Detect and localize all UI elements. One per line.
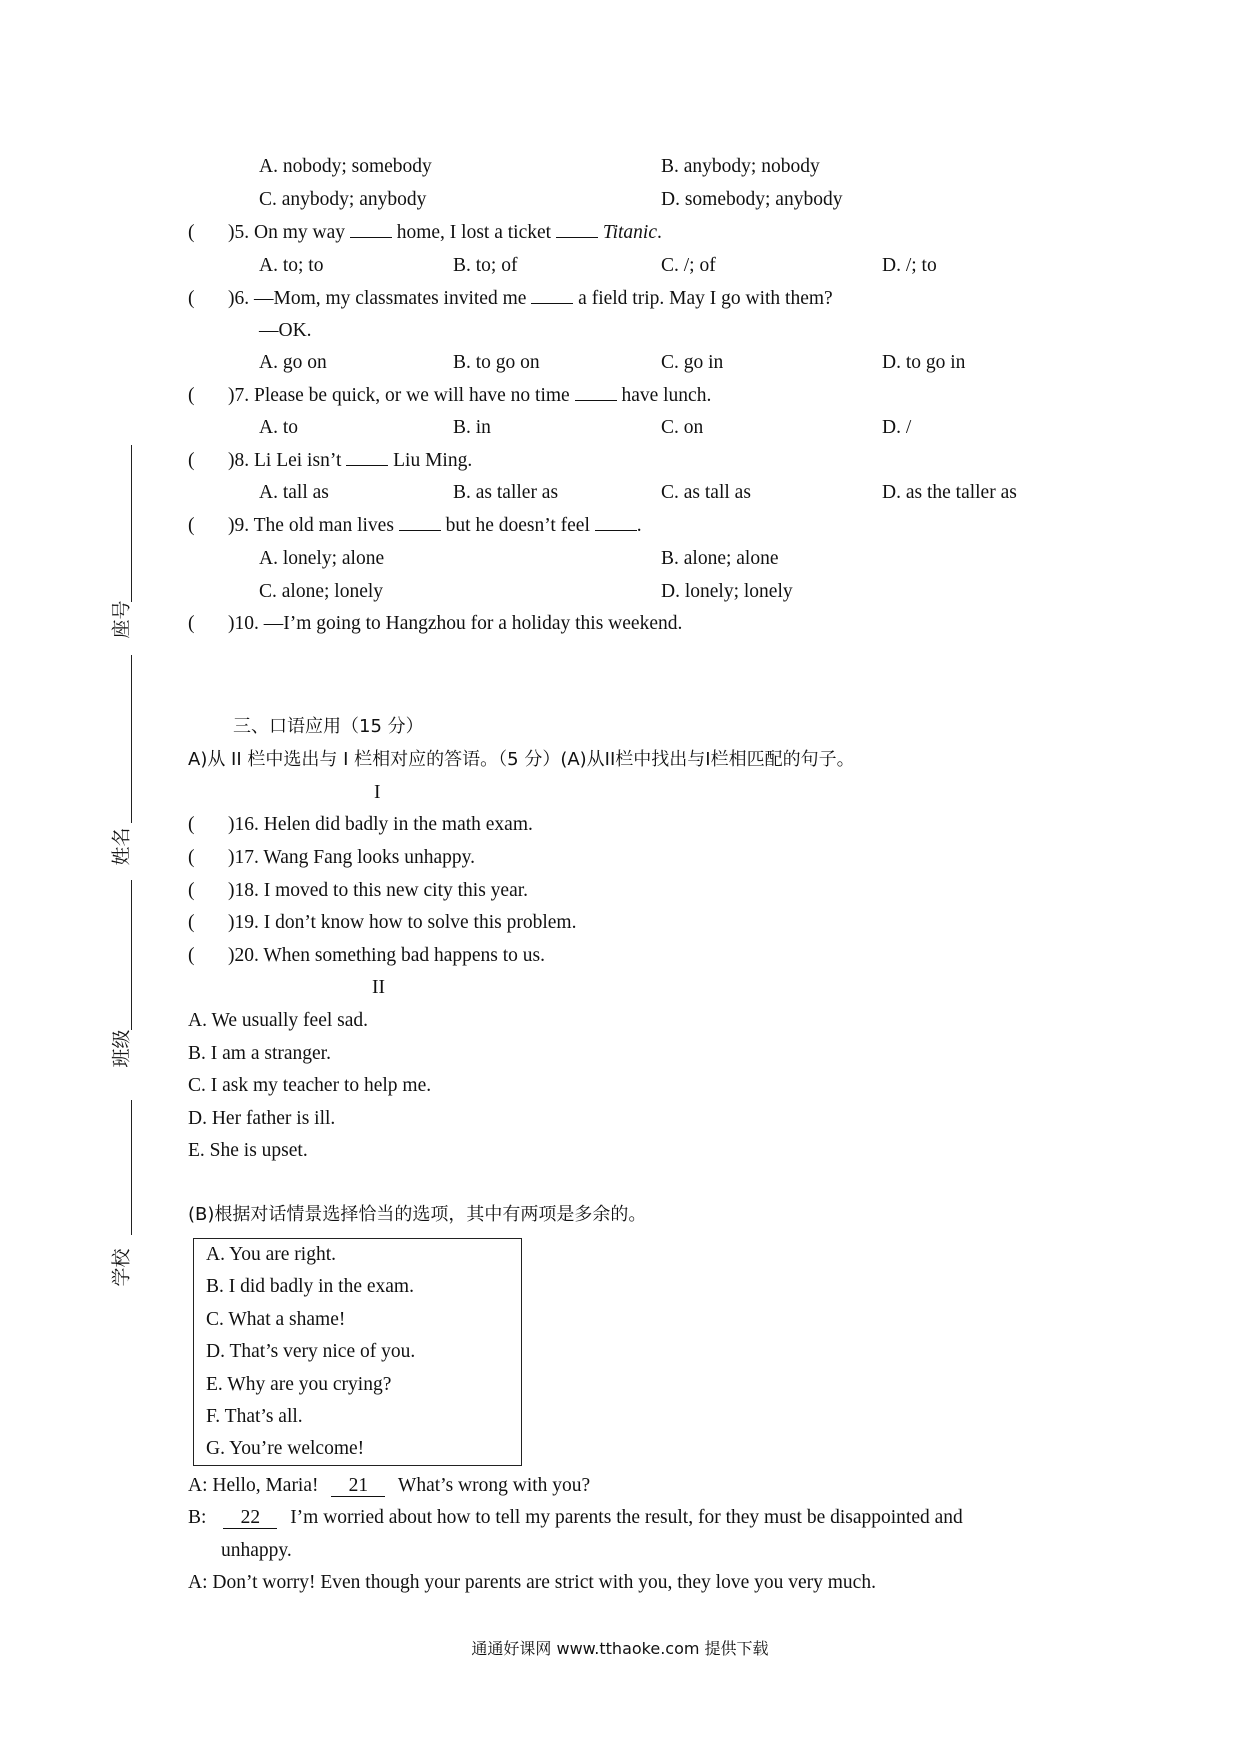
box-option-d: D. That’s very nice of you. [206, 1341, 416, 1362]
answer-paren: ( [188, 945, 195, 966]
class-label: 班级 [110, 1029, 133, 1068]
answer-blank-21: 21 [331, 1476, 385, 1497]
blank [350, 221, 392, 238]
box-option-e: E. Why are you crying? [206, 1374, 392, 1395]
answer-paren: ( [188, 880, 195, 901]
q6-text: )6. —Mom, my classmates invited me [228, 288, 532, 309]
binding-line [131, 1100, 132, 1235]
part-a-instructions: A)从 II 栏中选出与 I 栏相对应的答语。（5 分）(A)从II栏中找出与I栏相匹配的句子。 [188, 749, 855, 770]
question-5 [228, 221, 662, 245]
question-10: )10. —I’m going to Hangzhou for a holiday this weekend. [228, 613, 683, 634]
q7-option-d: D. / [882, 417, 912, 438]
q6-reply: —OK. [259, 320, 312, 341]
q9-text: )9. The old man lives [228, 515, 399, 536]
q5-option-c: C. /; of [661, 255, 716, 276]
blank [595, 514, 637, 531]
dialog-line-2 [188, 1506, 963, 1530]
q9-option-b: B. alone; alone [661, 548, 779, 569]
q8-text: )8. Li Lei isn’t [228, 450, 347, 471]
q7-option-a: A. to [259, 417, 298, 438]
part-b-instructions: (B)根据对话情景选择恰当的选项，其中有两项是多余的。 [188, 1204, 647, 1225]
q7-option-b: B. in [453, 417, 491, 438]
answer-paren: ( [188, 385, 195, 406]
box-option-f: F. That’s all. [206, 1406, 303, 1427]
item-19: )19. I don’t know how to solve this problem. [228, 912, 577, 933]
binding-line [131, 655, 132, 823]
item-16: )16. Helen did badly in the math exam. [228, 814, 533, 835]
box-option-c: C. What a shame! [206, 1309, 346, 1330]
q8-option-b: B. as taller as [453, 482, 559, 503]
dialog-line-3: A: Don’t worry! Even though your parents are strict with you, they love you very much. [188, 1572, 876, 1593]
q5-text: )5. On my way [228, 222, 350, 243]
q5-title: Titanic [602, 222, 658, 243]
dialog-text: I’m worried about how to tell my parents the result, for they must be disappointed and [290, 1507, 963, 1528]
binding-line [131, 880, 132, 1030]
box-option-b: B. I did badly in the exam. [206, 1276, 414, 1297]
seat-number-label: 座号 [110, 600, 133, 639]
dialog-text: B: [188, 1507, 207, 1528]
box-option-g: G. You’re welcome! [206, 1438, 365, 1459]
dialog-line-1 [188, 1474, 590, 1498]
q6-option-b: B. to go on [453, 352, 540, 373]
question-7 [228, 384, 711, 408]
q9-option-c: C. alone; lonely [259, 581, 384, 602]
answer-blank-22: 22 [223, 1508, 277, 1529]
question-9 [228, 514, 642, 538]
q6-option-d: D. to go in [882, 352, 966, 373]
q8-option-a: A. tall as [259, 482, 329, 503]
answer-paren: ( [188, 222, 195, 243]
q6-option-a: A. go on [259, 352, 327, 373]
answer-paren: ( [188, 288, 195, 309]
q8-option-d: D. as the taller as [882, 482, 1017, 503]
q7-text: have lunch. [616, 385, 712, 406]
q6-text: a field trip. May I go with them? [573, 288, 833, 309]
dialog-text: What’s wrong with you? [397, 1475, 591, 1496]
answer-b: B. I am a stranger. [188, 1043, 331, 1064]
answer-paren: ( [188, 814, 195, 835]
column-ii-heading: II [372, 977, 385, 998]
answer-c: C. I ask my teacher to help me. [188, 1075, 432, 1096]
blank [556, 221, 598, 238]
q5-option-b: B. to; of [453, 255, 518, 276]
q5-option-a: A. to; to [259, 255, 324, 276]
q7-text: )7. Please be quick, or we will have no time [228, 385, 575, 406]
q5-text: . [657, 222, 662, 243]
answer-paren: ( [188, 847, 195, 868]
answer-paren: ( [188, 515, 195, 536]
dialog-text: A: Hello, Maria! [188, 1475, 319, 1496]
q7-option-c: C. on [661, 417, 704, 438]
answer-e: E. She is upset. [188, 1140, 308, 1161]
q9-option-d: D. lonely; lonely [661, 581, 793, 602]
blank [531, 287, 573, 304]
section-title: 三、口语应用（15 分） [233, 716, 424, 737]
options-box [193, 1238, 522, 1466]
blank [346, 449, 388, 466]
answer-paren: ( [188, 912, 195, 933]
blank [575, 384, 617, 401]
q5-option-d: D. /; to [882, 255, 937, 276]
q9-text: but he doesn’t feel [440, 515, 595, 536]
q4-option-b: B. anybody; nobody [661, 156, 820, 177]
question-6 [228, 287, 833, 311]
answer-d: D. Her father is ill. [188, 1108, 336, 1129]
item-18: )18. I moved to this new city this year. [228, 880, 529, 901]
school-label: 学校 [110, 1248, 133, 1287]
answer-paren: ( [188, 613, 195, 634]
answer-a: A. We usually feel sad. [188, 1010, 369, 1031]
q4-option-d: D. somebody; anybody [661, 189, 843, 210]
blank [399, 514, 441, 531]
name-label: 姓名 [110, 827, 133, 866]
q6-option-c: C. go in [661, 352, 724, 373]
dialog-line-2-cont: unhappy. [221, 1540, 292, 1561]
item-17: )17. Wang Fang looks unhappy. [228, 847, 476, 868]
item-20: )20. When something bad happens to us. [228, 945, 546, 966]
answer-paren: ( [188, 450, 195, 471]
q8-text: Liu Ming. [388, 450, 473, 471]
binding-line [131, 445, 132, 602]
q4-option-c: C. anybody; anybody [259, 189, 427, 210]
footer-source: 通通好课网 www.tthaoke.com 提供下载 [471, 1639, 769, 1658]
q9-text: . [636, 515, 642, 536]
q8-option-c: C. as tall as [661, 482, 751, 503]
q4-option-a: A. nobody; somebody [259, 156, 432, 177]
box-option-a: A. You are right. [206, 1244, 336, 1265]
question-8 [228, 449, 472, 473]
column-i-heading: I [374, 782, 381, 803]
q9-option-a: A. lonely; alone [259, 548, 385, 569]
q5-text: home, I lost a ticket [391, 222, 556, 243]
